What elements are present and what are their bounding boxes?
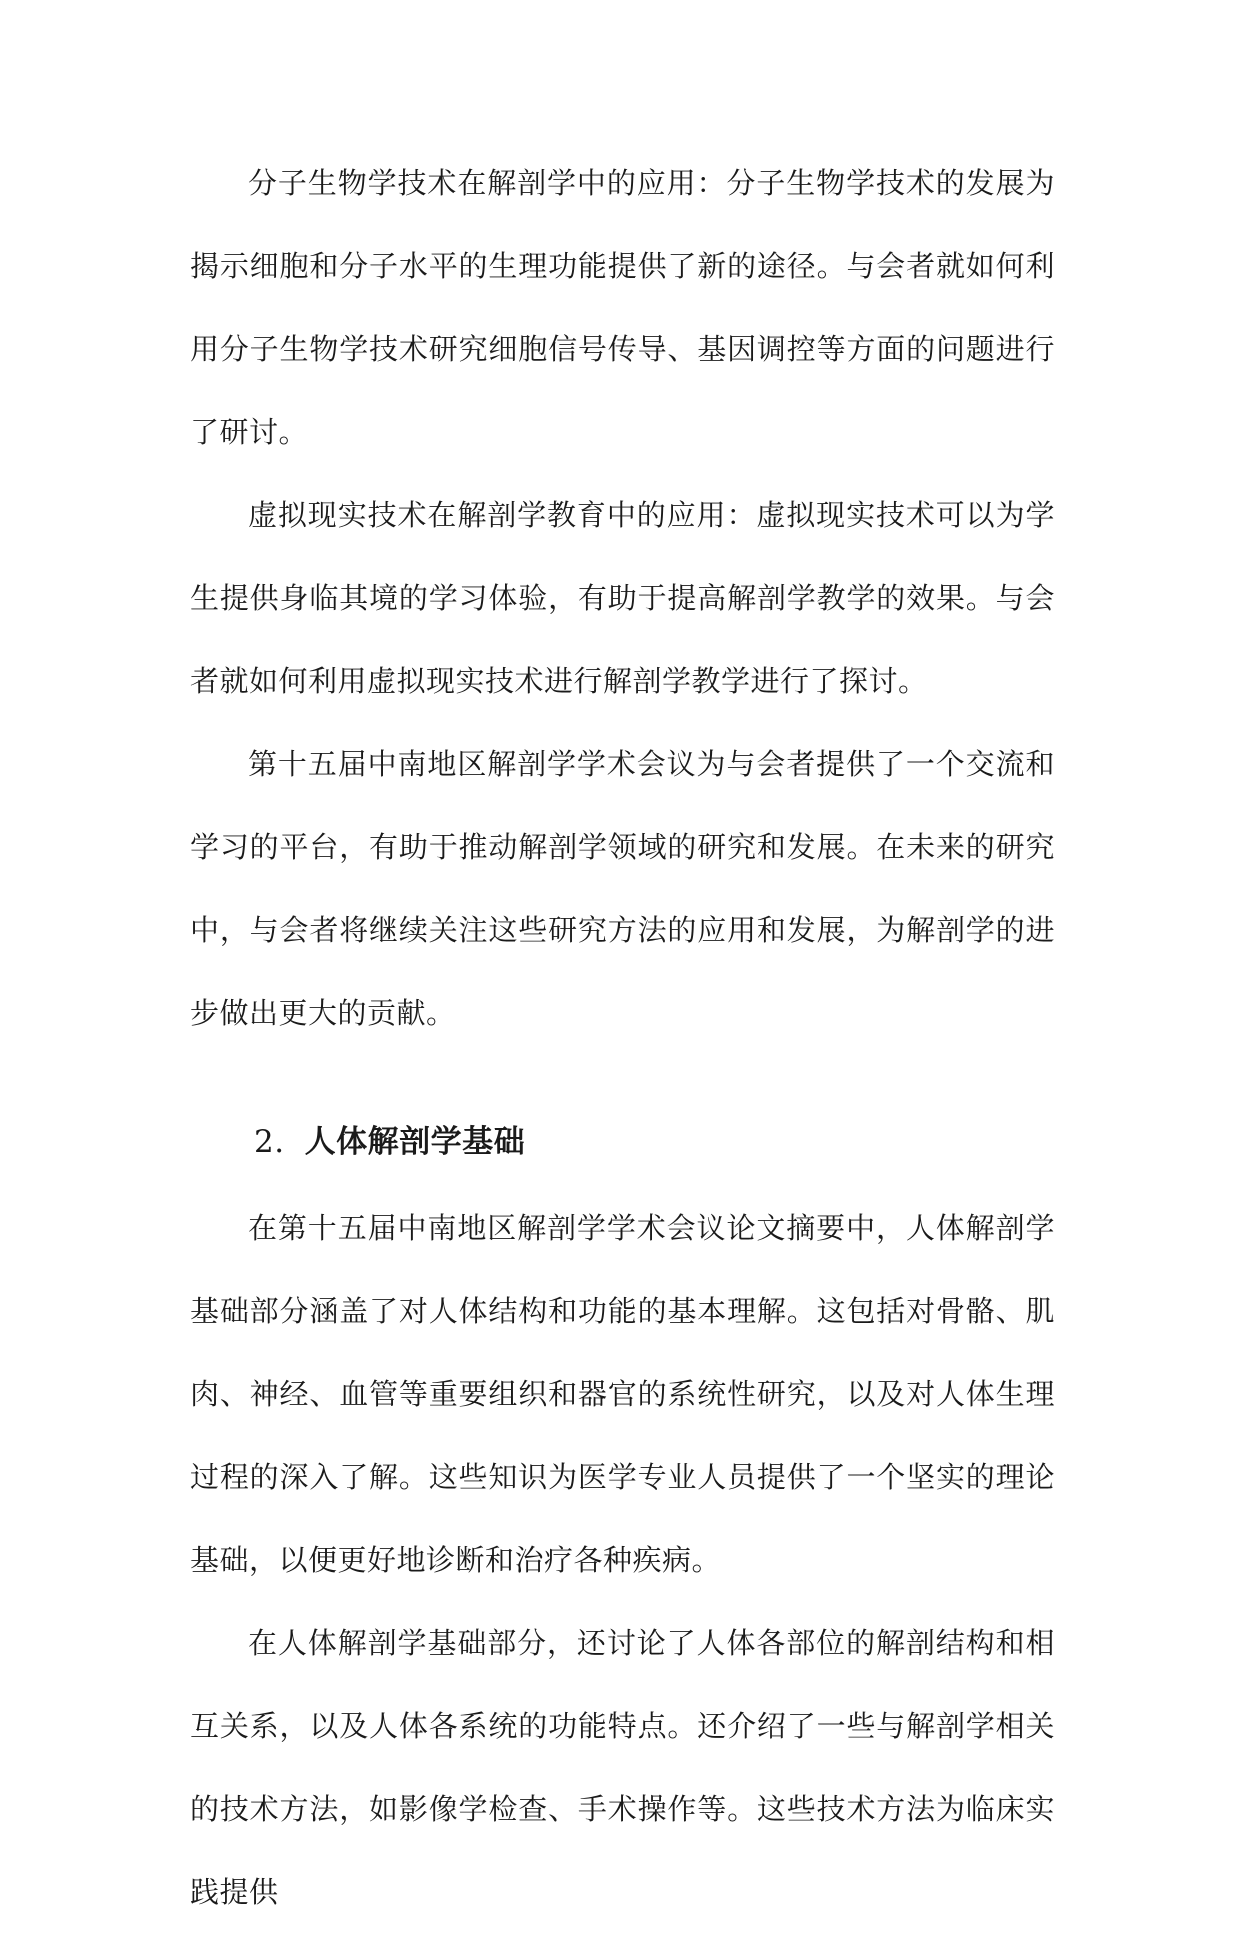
section-number: 2. bbox=[254, 1124, 285, 1160]
paragraph-molecular-biology: 分子生物学技术在解剖学中的应用：分子生物学技术的发展为揭示细胞和分子水平的生理功能提供了新的途径。与会者就如何利用分子生物学技术研究细胞信号传导、基因调控等方面的问题进行了研讨。 bbox=[190, 166, 1055, 449]
section-title: 人体解剖学基础 bbox=[304, 1124, 526, 1160]
paragraph-conference-summary: 第十五届中南地区解剖学学术会议为与会者提供了一个交流和学习的平台，有助于推动解剖学领域的研究和发展。在未来的研究中，与会者将继续关注这些研究方法的应用和发展，为解剖学的进步做出更大的贡献。 bbox=[190, 747, 1055, 1030]
section-heading bbox=[190, 1097, 1055, 1187]
paragraph-anatomy-basics: 在第十五届中南地区解剖学学术会议论文摘要中，人体解剖学基础部分涵盖了对人体结构和功能的基本理解。这包括对骨骼、肌肉、神经、血管等重要组织和器官的系统性研究，以及对人体生理过程的深入了解。这些知识为医学专业人员提供了一个坚实的理论基础，以便更好地诊断和治疗各种疾病。 bbox=[190, 1211, 1055, 1577]
paragraph-anatomy-structures: 在人体解剖学基础部分，还讨论了人体各部位的解剖结构和相互关系，以及人体各系统的功能特点。还介绍了一些与解剖学相关的技术方法，如影像学检查、手术操作等。这些技术方法为临床实践提供 bbox=[190, 1626, 1055, 1909]
page-content bbox=[190, 142, 1055, 1934]
paragraph-virtual-reality: 虚拟现实技术在解剖学教育中的应用：虚拟现实技术可以为学生提供身临其境的学习体验，有助于提高解剖学教学的效果。与会者就如何利用虚拟现实技术进行解剖学教学进行了探讨。 bbox=[190, 498, 1055, 698]
